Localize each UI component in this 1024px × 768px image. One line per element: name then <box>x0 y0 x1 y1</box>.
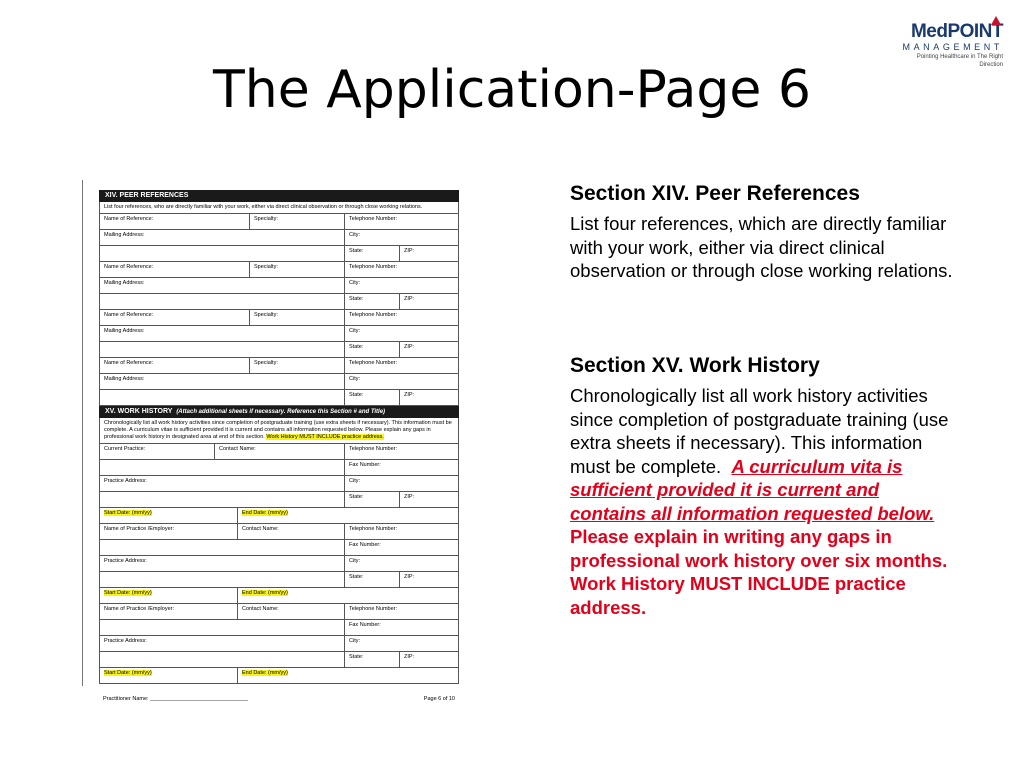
work-history-header <box>99 406 459 418</box>
label-city: City: <box>349 638 360 644</box>
label-practice-addr: Practice Address: <box>100 636 345 651</box>
peer-row-state <box>99 246 459 262</box>
logo-triangle-icon <box>991 16 1001 25</box>
section-15-cv-note: A curriculum vita is sufficient provided it is current and contains all information requested below. <box>570 455 935 524</box>
blank-cell <box>100 492 345 507</box>
peer-references-header: XIV. PEER REFERENCES <box>99 190 459 202</box>
logo-brand-med: Med <box>910 21 948 42</box>
peer-intro: List four references, who are directly familiar with your work, either via direct clinical observation or through close working relations. <box>99 202 459 214</box>
work-row-fax <box>99 540 459 556</box>
label-state: State: <box>345 572 400 587</box>
label-zip: ZIP: <box>404 494 415 500</box>
blank-cell <box>100 652 345 667</box>
peer-row-name <box>99 214 459 230</box>
label-zip: ZIP: <box>404 392 415 398</box>
section-14-title: Section XIV. Peer References <box>570 182 860 205</box>
label-contact: Contact Name: <box>238 524 345 539</box>
label-mailing: Mailing Address: <box>100 326 345 341</box>
application-form-thumbnail <box>82 180 461 702</box>
label-specialty: Specialty: <box>250 214 345 229</box>
work-row-dates <box>99 668 459 684</box>
label-zip: ZIP: <box>404 344 415 350</box>
work-row-city <box>99 636 459 652</box>
work-row-practice <box>99 524 459 540</box>
work-row-state <box>99 652 459 668</box>
label-city: City: <box>349 232 360 238</box>
label-zip: ZIP: <box>404 296 415 302</box>
peer-row-city <box>99 326 459 342</box>
label-city: City: <box>349 280 360 286</box>
label-start: Start Date: (mm/yy) <box>104 590 152 596</box>
label-tel: Telephone Number: <box>349 312 398 318</box>
work-row-fax <box>99 620 459 636</box>
label-contact: Contact Name: <box>238 604 345 619</box>
blank-cell <box>100 342 345 357</box>
form-sheet <box>99 190 459 702</box>
peer-row-city <box>99 230 459 246</box>
label-state: State: <box>345 342 400 357</box>
label-city: City: <box>349 478 360 484</box>
blank-cell <box>100 460 345 475</box>
form-footer <box>99 696 459 702</box>
peer-row-name <box>99 310 459 326</box>
label-specialty: Specialty: <box>250 310 345 325</box>
label-state: State: <box>345 492 400 507</box>
label-city: City: <box>349 328 360 334</box>
label-name-practice: Name of Practice /Employer: <box>100 604 238 619</box>
label-city: City: <box>349 558 360 564</box>
work-row-practice <box>99 444 459 460</box>
work-row-city <box>99 476 459 492</box>
label-mailing: Mailing Address: <box>100 230 345 245</box>
work-row-state <box>99 572 459 588</box>
label-tel: Telephone Number: <box>349 446 398 452</box>
label-practice-addr: Practice Address: <box>100 476 345 491</box>
peer-row-state <box>99 294 459 310</box>
label-tel: Telephone Number: <box>349 216 398 222</box>
work-row-city <box>99 556 459 572</box>
label-end: End Date: (mm/yy) <box>242 590 288 596</box>
blank-cell <box>100 246 345 261</box>
peer-row-city <box>99 278 459 294</box>
peer-row-state <box>99 390 459 406</box>
label-name-ref: Name of Reference: <box>100 310 250 325</box>
slide-title: The Application-Page 6 <box>212 60 812 120</box>
label-name-ref: Name of Reference: <box>100 214 250 229</box>
section-15-red-note: Please explain in writing any gaps in professional work history over six months. Work History MUST INCLUDE practice address. <box>570 526 948 618</box>
work-row-fax <box>99 460 459 476</box>
label-name-practice: Name of Practice /Employer: <box>100 524 238 539</box>
label-state: State: <box>345 652 400 667</box>
logo-brand-point: POINT <box>947 21 1003 42</box>
label-tel: Telephone Number: <box>349 264 398 270</box>
label-zip: ZIP: <box>404 654 415 660</box>
section-15-body <box>570 384 960 619</box>
label-fax: Fax Number: <box>349 462 381 468</box>
label-state: State: <box>345 390 400 405</box>
work-intro <box>99 418 459 444</box>
work-header-note: (Attach additional sheets if necessary. Reference this Section # and Title) <box>176 409 386 415</box>
section-14-body: List four references, which are directly familiar with your work, either via direct clinical observation or through close working relations. <box>570 213 953 281</box>
label-state: State: <box>345 246 400 261</box>
blank-cell <box>100 620 345 635</box>
peer-row-state <box>99 342 459 358</box>
label-tel: Telephone Number: <box>349 360 398 366</box>
footer-practitioner: Practitioner Name: ________________________________ <box>103 696 248 702</box>
label-practice-addr: Practice Address: <box>100 556 345 571</box>
label-name-ref: Name of Reference: <box>100 262 250 277</box>
label-name-ref: Name of Reference: <box>100 358 250 373</box>
label-mailing: Mailing Address: <box>100 278 345 293</box>
blank-cell <box>100 294 345 309</box>
section-15-title: Section XV. Work History <box>570 354 820 377</box>
work-row-practice <box>99 604 459 620</box>
section-15-text <box>570 354 960 619</box>
logo-brand <box>893 22 1003 42</box>
label-mailing: Mailing Address: <box>100 374 345 389</box>
work-intro-highlight: Work History MUST INCLUDE practice address. <box>266 434 384 440</box>
label-start: Start Date: (mm/yy) <box>104 510 152 516</box>
blank-cell <box>100 390 345 405</box>
label-end: End Date: (mm/yy) <box>242 670 288 676</box>
label-tel: Telephone Number: <box>349 526 398 532</box>
blank-cell <box>100 540 345 555</box>
label-fax: Fax Number: <box>349 622 381 628</box>
work-row-dates <box>99 508 459 524</box>
label-specialty: Specialty: <box>250 262 345 277</box>
medpoint-logo <box>893 22 1003 69</box>
footer-page: Page 6 of 10 <box>423 696 455 702</box>
label-state: State: <box>345 294 400 309</box>
label-end: End Date: (mm/yy) <box>242 510 288 516</box>
label-city: City: <box>349 376 360 382</box>
work-row-dates <box>99 588 459 604</box>
work-row-state <box>99 492 459 508</box>
blank-cell <box>100 572 345 587</box>
label-zip: ZIP: <box>404 248 415 254</box>
label-start: Start Date: (mm/yy) <box>104 670 152 676</box>
section-15-body-text: Chronologically list all work history activities since completion of postgraduate training (use extra sheets if necessary). This information must be complete. <box>570 385 949 477</box>
label-contact: Contact Name: <box>215 444 345 459</box>
label-zip: ZIP: <box>404 574 415 580</box>
peer-row-city <box>99 374 459 390</box>
label-fax: Fax Number: <box>349 542 381 548</box>
peer-row-name <box>99 262 459 278</box>
peer-row-name <box>99 358 459 374</box>
work-header-label: XV. WORK HISTORY <box>105 408 173 415</box>
section-14-text <box>570 182 960 283</box>
label-specialty: Specialty: <box>250 358 345 373</box>
logo-management: MANAGEMENT <box>902 42 1003 52</box>
logo-tagline: Pointing Healthcare in The Right Direction <box>916 54 1003 68</box>
work-intro-text: Chronologically list all work history activities since completion of postgraduate training (use extra sheets if necessary). This information must be complete. A curriculum vitae is sufficient provided it is current and contains all information requested below. Please explain any gaps in professional work history in designated area at end of this section. <box>104 420 452 440</box>
label-current: Current Practice: <box>100 444 215 459</box>
label-tel: Telephone Number: <box>349 606 398 612</box>
